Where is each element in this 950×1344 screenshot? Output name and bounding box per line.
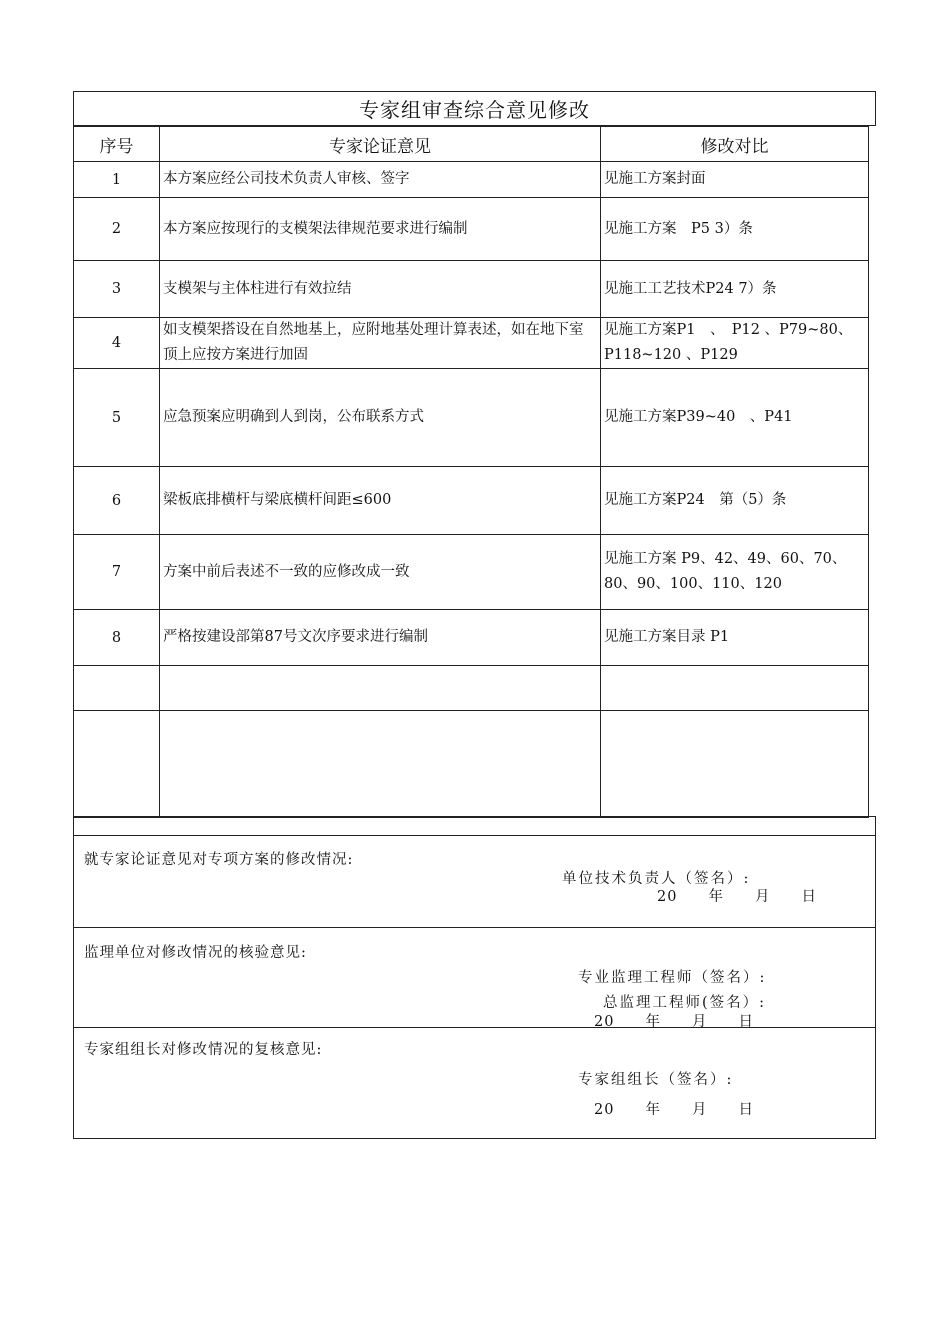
revision-cell: 见施工工艺技术P24 7）条: [601, 261, 869, 318]
row-number: 1: [74, 162, 160, 198]
column-header-no: 序号: [74, 127, 160, 162]
expert-opinion-cell: 严格按建设部第87号文次序要求进行编制: [160, 610, 601, 666]
row-number: 2: [74, 198, 160, 261]
supervisor-date: 20 年 月 日: [594, 1014, 754, 1030]
section-unit-revision: [74, 835, 875, 927]
table-header-row: [74, 127, 869, 162]
table-row: [74, 535, 869, 610]
revision-cell: [601, 711, 869, 818]
revision-cell: 见施工方案P1 、 P12 、P79~80、P118~120 、P129: [601, 318, 869, 369]
tech-lead-date: 20 年 月 日: [657, 889, 817, 905]
section-expert-review: [74, 1027, 875, 1140]
row-number: 3: [74, 261, 160, 318]
row-number: 5: [74, 369, 160, 467]
expert-leader-date: 20 年 月 日: [594, 1102, 754, 1118]
section-expert-review-label: 专家组组长对修改情况的复核意见:: [84, 1042, 323, 1058]
expert-opinion-cell: 应急预案应明确到人到岗，公布联系方式: [160, 369, 601, 467]
expert-leader-signature-label: 专家组组长（签名）:: [578, 1072, 734, 1088]
expert-opinion-cell: [160, 711, 601, 818]
row-number: 7: [74, 535, 160, 610]
revision-cell: 见施工方案 P5 3）条: [601, 198, 869, 261]
table-row: [74, 369, 869, 467]
expert-opinion-cell: 方案中前后表述不一致的应修改成一致: [160, 535, 601, 610]
revision-cell: 见施工方案目录 P1: [601, 610, 869, 666]
column-header-opinion: 专家论证意见: [160, 127, 601, 162]
table-row: [74, 261, 869, 318]
table-row: [74, 666, 869, 711]
supervising-engineer-signature-label: 专业监理工程师（签名）:: [578, 970, 767, 986]
expert-opinion-cell: 如支模架搭设在自然地基上，应附地基处理计算表述，如在地下室顶上应按方案进行加固: [160, 318, 601, 369]
tech-lead-signature-label: 单位技术负责人（签名）:: [562, 871, 751, 887]
revision-cell: 见施工方案P39~40 、P41: [601, 369, 869, 467]
chief-supervisor-signature-label: 总监理工程师(签名）:: [603, 995, 767, 1011]
approval-panel: [73, 816, 876, 1139]
table-row: [74, 198, 869, 261]
expert-opinion-cell: [160, 666, 601, 711]
table-row: [74, 467, 869, 535]
section-supervisor-check: [74, 927, 875, 1030]
table-row: [74, 162, 869, 198]
expert-opinion-cell: 支模架与主体柱进行有效拉结: [160, 261, 601, 318]
row-number: 6: [74, 467, 160, 535]
expert-opinion-cell: 本方案应按现行的支模架法律规范要求进行编制: [160, 198, 601, 261]
review-table: [73, 126, 869, 818]
revision-cell: 见施工方案 P9、42、49、60、70、80、90、100、110、120: [601, 535, 869, 610]
table-row: [74, 610, 869, 666]
row-number: 8: [74, 610, 160, 666]
expert-opinion-cell: 梁板底排横杆与梁底横杆间距≤600: [160, 467, 601, 535]
column-header-revision: 修改对比: [601, 127, 869, 162]
revision-cell: [601, 666, 869, 711]
table-row: [74, 318, 869, 369]
revision-cell: 见施工方案封面: [601, 162, 869, 198]
revision-cell: 见施工方案P24 第（5）条: [601, 467, 869, 535]
expert-opinion-cell: 本方案应经公司技术负责人审核、签字: [160, 162, 601, 198]
table-row: [74, 711, 869, 818]
section-supervisor-check-label: 监理单位对修改情况的核验意见:: [84, 945, 307, 961]
form-title: 专家组审查综合意见修改: [73, 91, 876, 126]
row-number: [74, 666, 160, 711]
row-number: [74, 711, 160, 818]
section-unit-revision-label: 就专家论证意见对专项方案的修改情况:: [84, 852, 354, 868]
row-number: 4: [74, 318, 160, 369]
